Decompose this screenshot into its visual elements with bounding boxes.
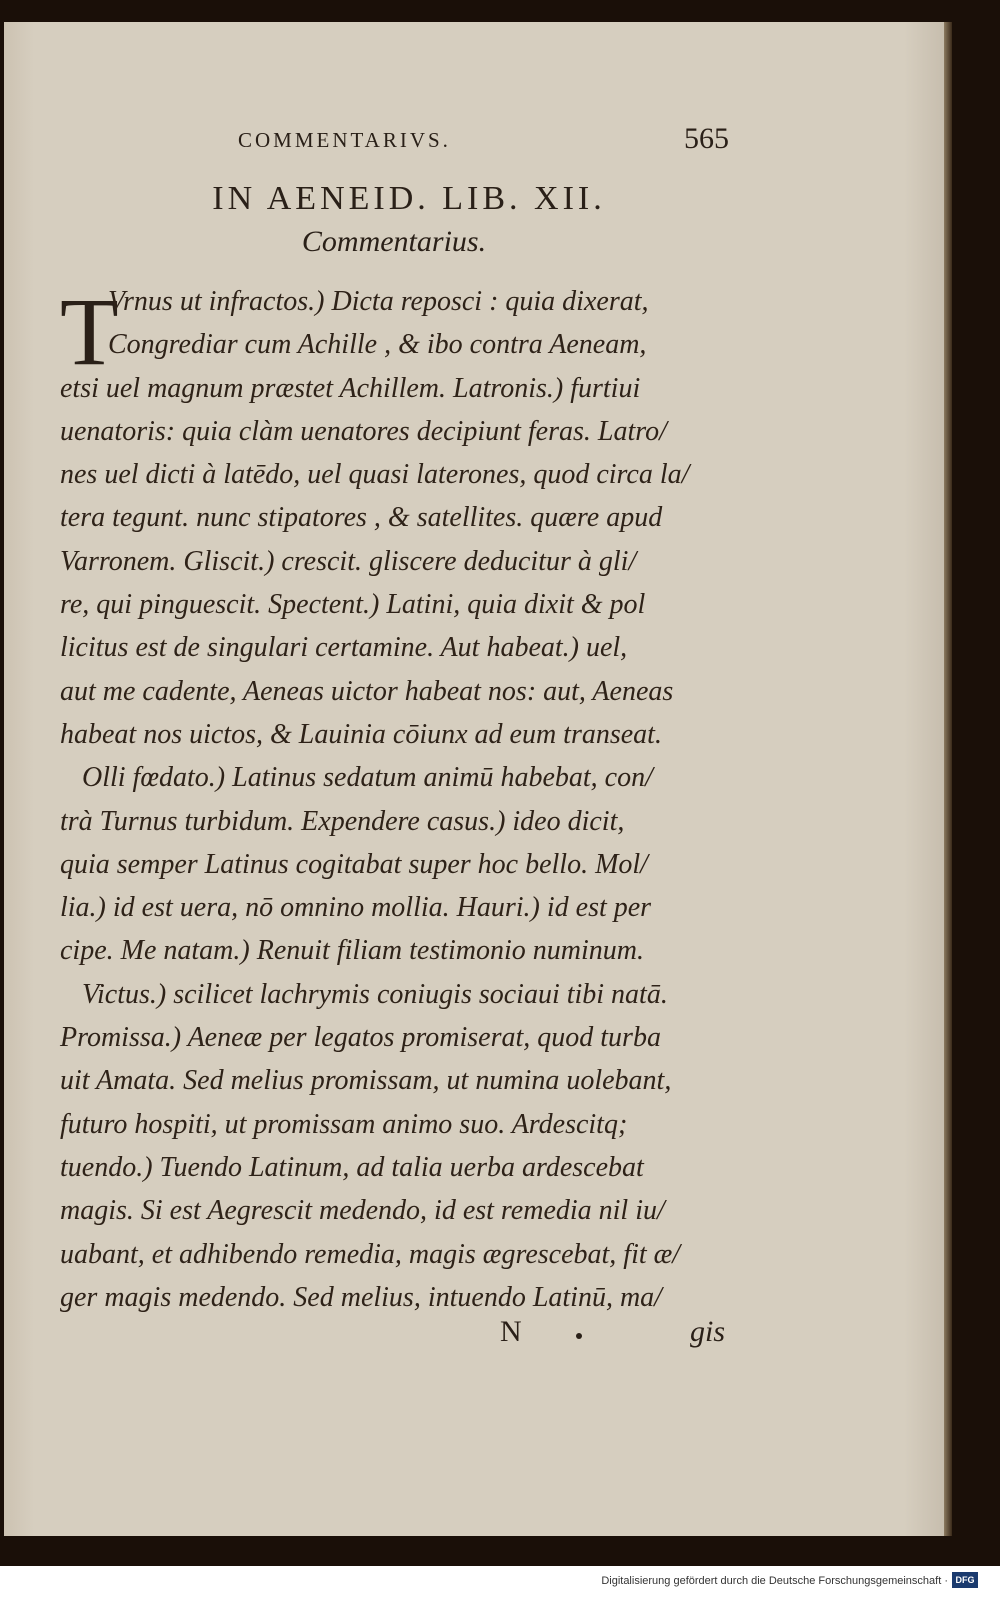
text-line: nes uel dicti à latēdo, uel quasi laterones, quod circa la/ <box>60 459 690 491</box>
section-title: IN AENEID. LIB. XII. <box>212 180 606 217</box>
text-line: ger magis medendo. Sed melius, intuendo Latinū, ma/ <box>60 1281 662 1313</box>
book-page <box>4 22 947 1536</box>
page-edge <box>944 22 952 1536</box>
text-line: Olli fœdato.) Latinus sedatum animū habebat, con/ <box>82 762 653 794</box>
text-line: uenatoris: quia clàm uenatores decipiunt feras. Latro/ <box>60 415 667 447</box>
text-line: Victus.) scilicet lachrymis coniugis sociaui tibi natā. <box>82 978 668 1010</box>
text-line: habeat nos uictos, & Lauinia cōiunx ad eum transeat. <box>60 718 662 750</box>
section-subtitle: Commentarius. <box>301 225 487 258</box>
text-line: futuro hospiti, ut promissam animo suo. Ardescitq; <box>60 1108 628 1140</box>
text-line: uit Amata. Sed melius promissam, ut numina uolebant, <box>60 1065 672 1097</box>
text-line: trà Turnus turbidum. Expendere casus.) ideo dicit, <box>60 805 625 837</box>
text-line: licitus est de singulari certamine. Aut habeat.) uel, <box>60 632 628 664</box>
catchword: gis <box>690 1315 726 1348</box>
text-line: magis. Si est Aegrescit medendo, id est remedia nil iu/ <box>60 1195 665 1227</box>
text-line: Varronem. Gliscit.) crescit. gliscere deducitur à gli/ <box>60 545 637 577</box>
text-line: quia semper Latinus cogitabat super hoc bello. Mol/ <box>60 848 648 880</box>
signature-mark: N <box>500 1315 522 1348</box>
page-number: 565 <box>684 122 729 155</box>
digitization-banner <box>0 1566 1000 1599</box>
running-head: COMMENTARIVS. <box>238 128 451 152</box>
signature-line <box>4 1315 944 1355</box>
text-line: cipe. Me natam.) Renuit filiam testimonio numinum. <box>60 935 645 967</box>
drop-cap: T <box>60 278 119 385</box>
text-line: etsi uel magnum præstet Achillem. Latronis.) furtiui <box>60 372 641 404</box>
funding-notice: Digitalisierung gefördert durch die Deutsche Forschungsgemeinschaft · <box>601 1575 948 1587</box>
text-line: lia.) id est uera, nō omnino mollia. Hauri.) id est per <box>60 892 652 924</box>
signature-dot <box>576 1333 582 1339</box>
text-line: Vrnus ut infractos.) Dicta reposci : quia dixerat, <box>108 286 649 317</box>
text-line: re, qui pinguescit. Spectent.) Latini, quia dixit & pol <box>60 589 646 621</box>
text-line: uabant, et adhibendo remedia, magis ægrescebat, fit æ/ <box>60 1238 681 1270</box>
text-line: Promissa.) Aeneæ per legatos promiserat, quod turba <box>60 1022 661 1054</box>
text-line: tuendo.) Tuendo Latinum, ad talia uerba ardescebat <box>60 1151 644 1183</box>
text-line: aut me cadente, Aeneas uictor habeat nos: aut, Aeneas <box>60 675 674 707</box>
text-line: Congrediar cum Achille , & ibo contra Aeneam, <box>108 329 647 361</box>
page-header <box>4 122 944 162</box>
commentary-body <box>4 280 944 1319</box>
dfg-logo: DFG <box>952 1572 978 1588</box>
text-line: tera tegunt. nunc stipatores , & satellites. quære apud <box>60 502 663 534</box>
